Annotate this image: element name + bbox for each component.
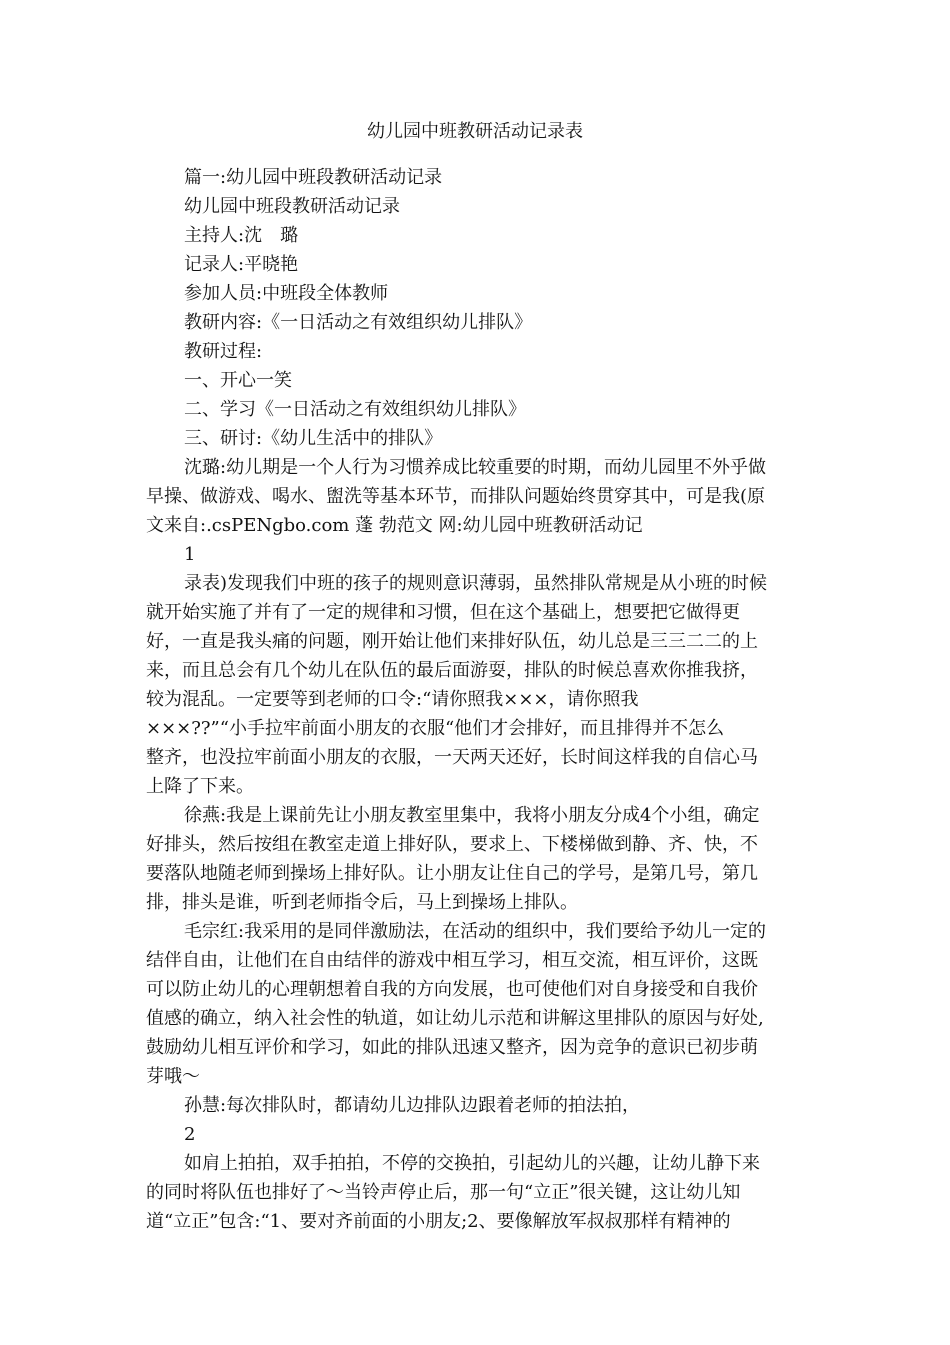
text-line: 沈璐:幼儿期是一个人行为习惯养成比较重要的时期，而幼儿园里不外乎做 bbox=[184, 457, 767, 478]
text-line: 一、开心一笑 bbox=[184, 370, 292, 391]
text-line: 道“立正”包含:“1、要对齐前面的小朋友;2、要像解放军叔叔那样有精神的 bbox=[146, 1211, 731, 1232]
text-line: 录表)发现我们中班的孩子的规则意识薄弱，虽然排队常规是从小班的时候 bbox=[184, 573, 768, 594]
text-line: 教研内容:《一日活动之有效组织幼儿排队》 bbox=[184, 312, 533, 333]
text-line: 芽哦～ bbox=[146, 1066, 200, 1087]
text-line: 三、研讨:《幼儿生活中的排队》 bbox=[184, 428, 443, 449]
text-line: 值感的确立，纳入社会性的轨道，如让幼儿示范和讲解这里排队的原因与好处, bbox=[146, 1008, 764, 1029]
text-line: 早操、做游戏、喝水、盥洗等基本环节，而排队问题始终贯穿其中，可是我(原 bbox=[146, 486, 766, 507]
text-line: ×××??”“小手拉牢前面小朋友的衣服“他们才会排好，而且排得并不怎么 bbox=[146, 718, 725, 739]
text-line: 主持人:沈 璐 bbox=[184, 225, 299, 246]
text-line: 结伴自由，让他们在自由结伴的游戏中相互学习，相互交流，相互评价，这既 bbox=[146, 950, 758, 971]
page-number: 1 bbox=[184, 544, 196, 565]
text-line: 的同时将队伍也排好了～当铃声停止后，那一句“立正”很关键，这让幼儿知 bbox=[146, 1182, 741, 1203]
text-line: 鼓励幼儿相互评价和学习，如此的排队迅速又整齐，因为竞争的意识已初步萌 bbox=[146, 1037, 758, 1058]
text-line: 排，排头是谁，听到老师指令后，马上到操场上排队。 bbox=[146, 892, 578, 913]
text-line: 好，一直是我头痛的问题，刚开始让他们来排好队伍，幼儿总是三三二二的上 bbox=[146, 631, 758, 652]
text-line: 徐燕:我是上课前先让小朋友教室里集中，我将小朋友分成4个小组，确定 bbox=[184, 805, 760, 826]
text-line: 二、学习《一日活动之有效组织幼儿排队》 bbox=[184, 399, 526, 420]
text-line: 教研过程: bbox=[184, 341, 263, 362]
text-line: 文来自:.csPENgbo.com 蓬 勃范文 网:幼儿园中班教研活动记 bbox=[146, 515, 643, 536]
page-number: 2 bbox=[184, 1124, 196, 1145]
text-line: 要落队地随老师到操场上排好队。让小朋友让住自己的学号，是第几号，第几 bbox=[146, 863, 758, 884]
document-title: 幼儿园中班教研活动记录表 bbox=[367, 121, 583, 142]
text-line: 如肩上拍拍，双手拍拍，不停的交换拍，引起幼儿的兴趣，让幼儿静下来 bbox=[184, 1153, 760, 1174]
text-line: 来，而且总会有几个幼儿在队伍的最后面游耍，排队的时候总喜欢你推我挤， bbox=[146, 660, 758, 681]
text-line: 就开始实施了并有了一定的规律和习惯，但在这个基础上，想要把它做得更 bbox=[146, 602, 740, 623]
text-line: 较为混乱。一定要等到老师的口令:“请你照我×××，请你照我 bbox=[146, 689, 639, 710]
text-line: 整齐，也没拉牢前面小朋友的衣服，一天两天还好，长时间这样我的自信心马 bbox=[146, 747, 758, 768]
text-line: 好排头，然后按组在教室走道上排好队，要求上、下楼梯做到静、齐、快，不 bbox=[146, 834, 758, 855]
text-line: 上降了下来。 bbox=[146, 776, 254, 797]
text-line: 毛宗红:我采用的是同伴激励法，在活动的组织中，我们要给予幼儿一定的 bbox=[184, 921, 767, 942]
text-line: 可以防止幼儿的心理朝想着自我的方向发展，也可使他们对自身接受和自我价 bbox=[146, 979, 758, 1000]
text-line: 参加人员:中班段全体教师 bbox=[184, 283, 389, 304]
text-line: 篇一:幼儿园中班段教研活动记录 bbox=[184, 167, 443, 188]
text-line: 幼儿园中班段教研活动记录 bbox=[184, 196, 400, 217]
text-line: 孙慧:每次排队时，都请幼儿边排队边跟着老师的拍法拍， bbox=[184, 1095, 641, 1116]
text-line: 记录人:平晓艳 bbox=[184, 254, 299, 275]
